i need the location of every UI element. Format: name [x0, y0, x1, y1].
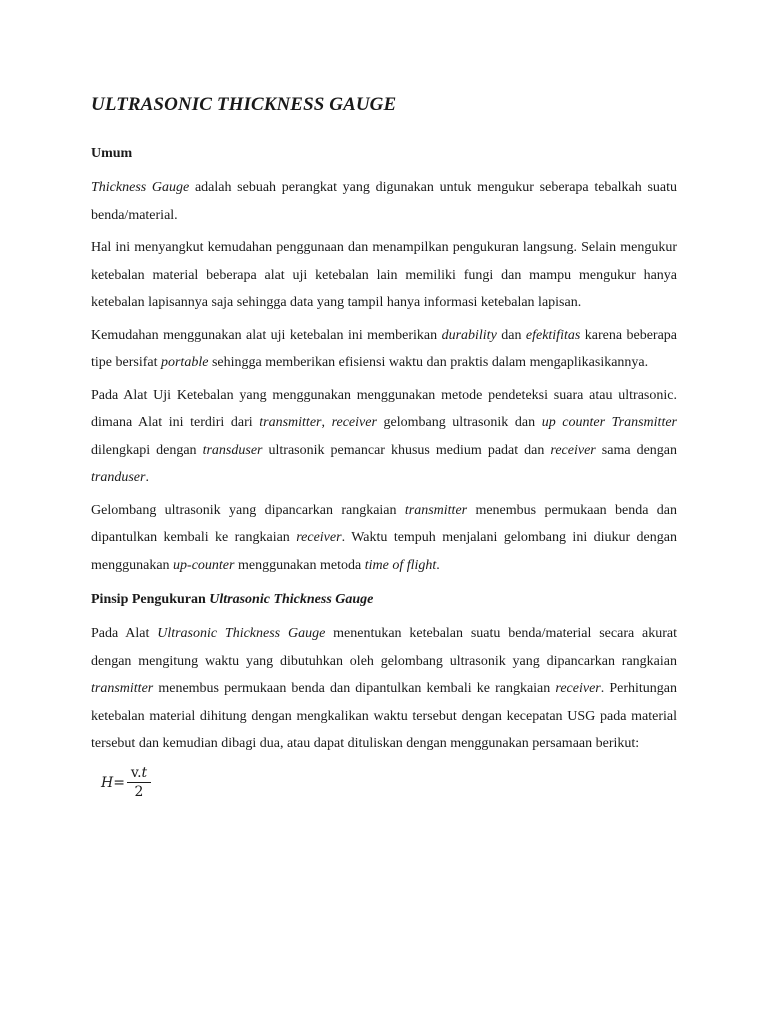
document-page — [91, 92, 677, 804]
section-heading-umum: Umum — [91, 146, 133, 161]
paragraph-definition: Thickness Gauge adalah sebuah perangkat yang digunakan untuk mengukur seberapa tebalkah suatu benda/material. — [91, 180, 677, 223]
thickness-formula — [91, 764, 677, 804]
formula-fraction — [127, 764, 151, 801]
formula-lhs: H= — [101, 774, 125, 791]
document-title: ULTRASONIC THICKNESS GAUGE — [91, 94, 397, 115]
term-thickness-gauge: Thickness Gauge — [91, 180, 190, 195]
formula-numerator: v.t — [130, 764, 148, 781]
paragraph-principle: Pada Alat Ultrasonic Thickness Gauge menentukan ketebalan suatu benda/material secara akurat dengan mengitung waktu yang dibutuhkan oleh gelombang ultrasonik yang dipancarkan rangkaian transmitter menembus permukaan benda dan dipantulkan kembali ke rangkaian receiver. Perhitungan ketebalan material dihitung dengan mengkalikan waktu tersebut dengan kecepatan USG pada material tersebut dan kemudian dibagi dua, atau dapat dituliskan dengan menggunakan persamaan berikut: — [91, 626, 678, 751]
paragraph-components: Pada Alat Uji Ketebalan yang menggunakan menggunakan metode pendeteksi suara atau ultrasonic. dimana Alat ini terdiri dari transmitter, receiver gelombang ultrasonik dan up counter Transmitter dilengkapi dengan transduser ultrasonik pemancar khusus medium padat dan receiver sama dengan tranduser. — [91, 387, 677, 485]
paragraph-wave: Gelombang ultrasonik yang dipancarkan rangkaian transmitter menembus permukaan benda dan dipantulkan kembali ke rangkaian receiver. Waktu tempuh menjalani gelombang ini diukur dengan menggunakan up-counter menggunakan metoda time of flight. — [91, 502, 677, 573]
section-heading-prinsip: Pinsip Pengukuran Ultrasonic Thickness Gauge — [91, 592, 374, 607]
paragraph-usage: Hal ini menyangkut kemudahan penggunaan dan menampilkan pengukuran langsung. Selain mengukur ketebalan material beberapa alat uji ketebalan lain memiliki fungi dan mampu mengukur hanya ketebalan lapisannya saja sehingga data yang tampil hanya informasi ketebalan lapisan. — [91, 240, 677, 310]
formula-denominator: 2 — [134, 783, 144, 800]
paragraph-advantages: Kemudahan menggunakan alat uji ketebalan ini memberikan durability dan efektifitas karena beberapa tipe bersifat portable sehingga memberikan efisiensi waktu dan praktis dalam mengaplikasikannya. — [91, 327, 677, 370]
